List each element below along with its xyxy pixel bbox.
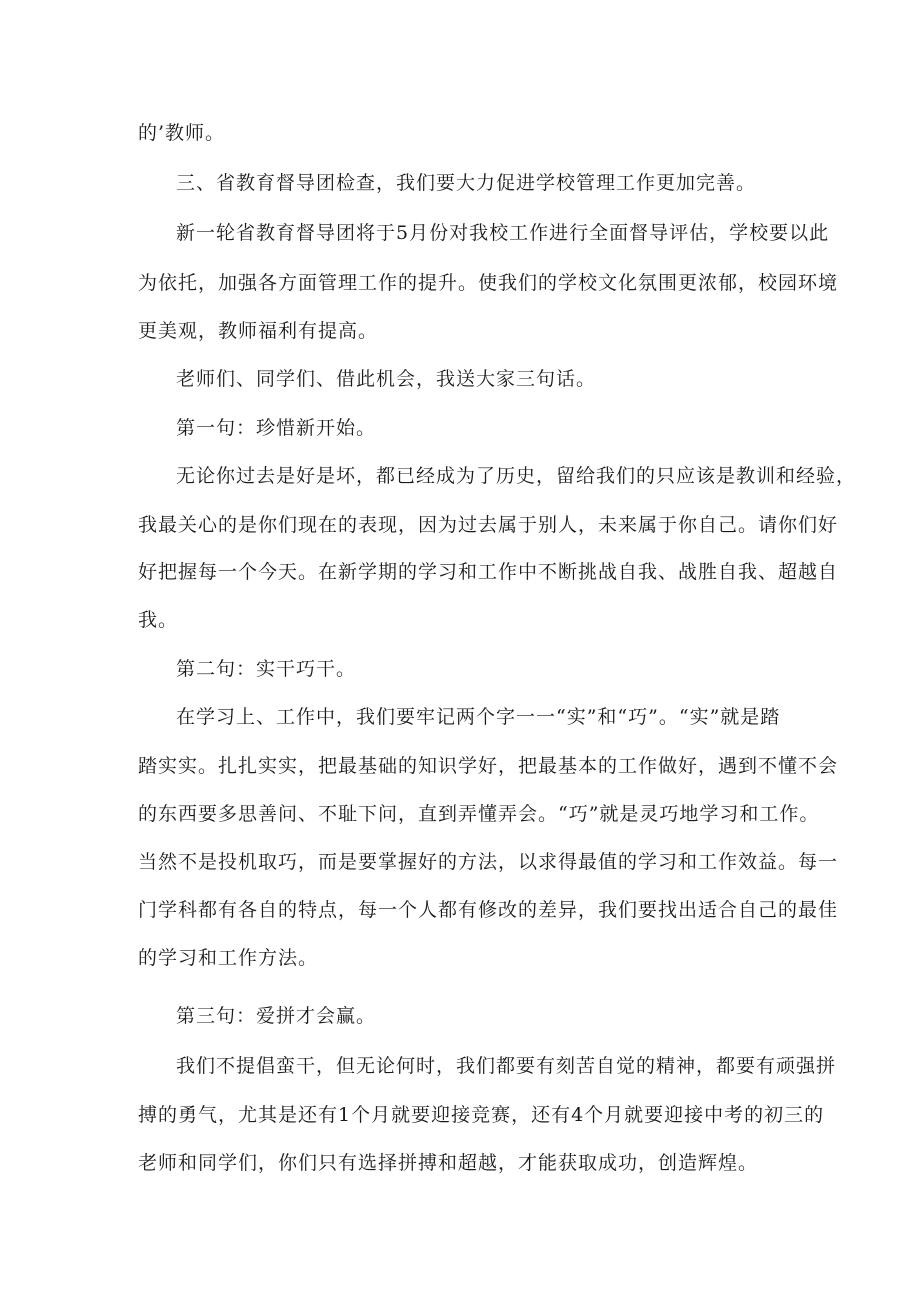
paragraph-line: 老师和同学们，你们只有选择拼搏和超越，才能获取成功，创造辉煌。 [138,1152,759,1174]
paragraph-line: 新一轮省教育督导团将于5月份对我校工作进行全面督导评估，学校要以此 [176,222,830,244]
paragraph-line: 我们不提倡蛮干，但无论何时，我们都要有刻苦自觉的精神，都要有顽强拼 [176,1055,837,1077]
sub-heading: 第三句：爱拼才会赢。 [176,1005,377,1027]
paragraph-line: 为依托，加强各方面管理工作的提升。使我们的学校文化氛围更浓郁，校园环境 [138,272,839,294]
section-heading: 三、省教育督导团检查，我们要大力促进学校管理工作更加完善。 [176,172,757,194]
paragraph-line: 的学习和工作方法。 [138,947,319,969]
paragraph-line: 踏实实。扎扎实实，把最基础的知识学好，把最基本的工作做好，遇到不懂不会 [138,755,839,777]
paragraph-line: 的东西要多思善问、不耻下问，直到弄懂弄会。“巧”就是灵巧地学习和工作。 [138,803,820,825]
sub-heading: 第二句：实干巧干。 [176,658,357,680]
paragraph-line: 门学科都有各自的特点，每一个人都有修改的差异，我们要找出适合自己的最佳 [138,899,839,921]
paragraph-line: 更美观，教师福利有提高。 [138,320,379,342]
paragraph-line: 当然不是投机取巧，而是要掌握好的方法，以求得最值的学习和工作效益。每一 [138,851,839,873]
paragraph-line: 我。 [138,609,179,631]
sub-heading: 第一句：珍惜新开始。 [176,417,377,439]
paragraph-line: 的’教师。 [138,122,226,144]
paragraph-line: 搏的勇气，尤其是还有1个月就要迎接竞赛，还有4个月就要迎接中考的初三的 [138,1104,825,1126]
paragraph-line: 好把握每一个今天。在新学期的学习和工作中不断挑战自我、战胜自我、超越自 [138,561,839,583]
paragraph-line: 在学习上、工作中，我们要牢记两个字一一“实”和“巧”。“实”就是踏 [176,706,781,728]
paragraph-line: 无论你过去是好是坏，都已经成为了历史，留给我们的只应该是教训和经验， [176,465,857,487]
paragraph-line: 我最关心的是你们现在的表现，因为过去属于别人，未来属于你自己。请你们好 [138,514,839,536]
paragraph-line: 老师们、同学们、借此机会，我送大家三句话。 [176,368,597,390]
